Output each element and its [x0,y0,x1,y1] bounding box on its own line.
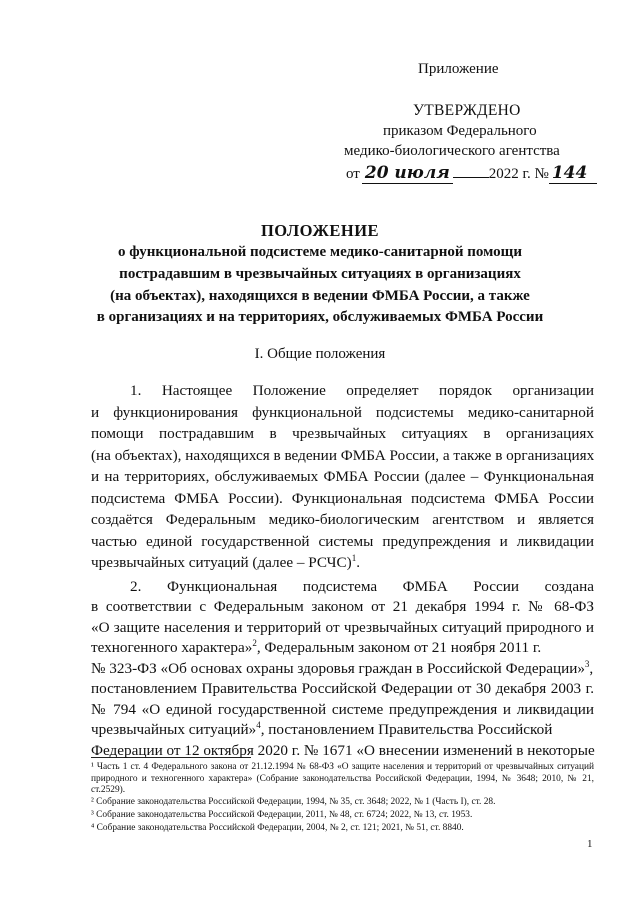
footnote-ref: 2 [252,637,257,648]
title-line: о функциональной подсистеме медико-санитарной помощи [118,244,522,260]
body-line: подсистема ФМБА России). Функциональная подсистема ФМБА России [91,489,594,507]
body-text: чрезвычайных ситуаций» [91,721,257,738]
footnote-3: ³ Собрание законодательства Российской Федерации, 2011, № 48, ст. 6724; 2022, № 13, ст. 1953. [91,810,473,820]
approved-stamp: УТВЕРЖДЕНО [413,102,521,119]
body-line: «О защите населения и территорий от чрезвычайных ситуаций природного и [91,618,594,636]
year-text: 2022 г. № [488,166,549,182]
footnote-ref: 4 [256,719,261,730]
date-prefix: от [346,166,360,182]
section-heading: I. Общие положения [254,346,386,362]
order-line-1: приказом Федерального [383,123,537,139]
handwritten-order-number: 144 [549,163,598,184]
document-title: ПОЛОЖЕНИЕ [260,221,380,240]
footnote-ref: 1 [351,552,357,563]
body-line [91,553,594,573]
body-text: , постановлением Правительства Российской [260,721,553,738]
footnote-4: ⁴ Собрание законодательства Российской Федерации, 2004, № 2, ст. 121; 2021, № 51, ст. 8840. [91,823,464,833]
body-line: 1. Настоящее Положение определяет порядок организации [130,382,594,399]
title-line: (на объектах), находящихся в ведении ФМБА России, а также [110,288,530,304]
body-text: , Федеральным законом от 21 ноября 2011 г. [256,639,542,656]
body-line: постановлением Правительства Российской Федерации от 30 декабря 2003 г. [91,680,594,697]
body-text: № 323-ФЗ «Об основах охраны здоровья граждан в Российской Федерации» [91,659,585,677]
body-line: частью единой государственной системы предупреждения и ликвидации [91,532,594,550]
body-line [91,659,594,679]
body-line [91,638,594,658]
body-line: создаётся Федеральным медико-биологическим агентством и является [91,511,594,528]
footnote-ref: 3 [584,658,590,669]
body-text: . [356,554,361,571]
title-line: в организациях и на территориях, обслуживаемых ФМБА России [96,309,544,325]
date-blank [453,165,489,178]
body-text: чрезвычайных ситуаций (далее – РСЧС) [91,554,352,571]
title-line: пострадавшим в чрезвычайных ситуациях в организациях [119,266,521,282]
body-text: техногенного характера» [91,639,253,656]
body-text: , [589,659,594,677]
body-line: Федерации от 12 октября 2020 г. № 1671 «О внесении изменений в некоторые [91,741,595,759]
body-line: 2. Функциональная подсистема ФМБА России создана [130,577,594,595]
footnote-2: ² Собрание законодательства Российской Федерации, 1994, № 35, ст. 3648; 2022, № 1 (Часть I), ст. 28. [91,797,496,807]
body-line [91,720,594,740]
appendix-label: Приложение [418,61,499,77]
body-line: (на объектах), находящихся в ведении ФМБА России, а также в организациях [91,446,595,464]
body-line: и функционирования функциональной подсистемы медико-санитарной [91,403,594,421]
page-number: 1 [587,838,593,850]
order-date-line [346,163,597,183]
body-line: и на территориях, обслуживаемых ФМБА России (далее – Функциональная [91,468,594,485]
order-line-2: медико-биологического агентства [344,143,560,159]
body-line: № 794 «О единой государственной системе предупреждения и ликвидации [91,700,594,718]
body-line: помощи пострадавшим в чрезвычайных ситуациях в организациях [91,425,594,442]
footnote-1: ¹ Часть 1 ст. 4 Федерального закона от 21.12.1994 № 68-ФЗ «О защите населения и территорий от чрезвычайных ситуаций природного и техногенного характера» (Собрание законодательства Российской Федерации, 1994, № 3648; 2010, № 21, ст.2529). [91,762,594,795]
handwritten-date: 20 июля [362,163,453,184]
body-line: в соответствии с Федеральным законом от 21 декабря 1994 г. № 68-ФЗ [91,598,594,615]
